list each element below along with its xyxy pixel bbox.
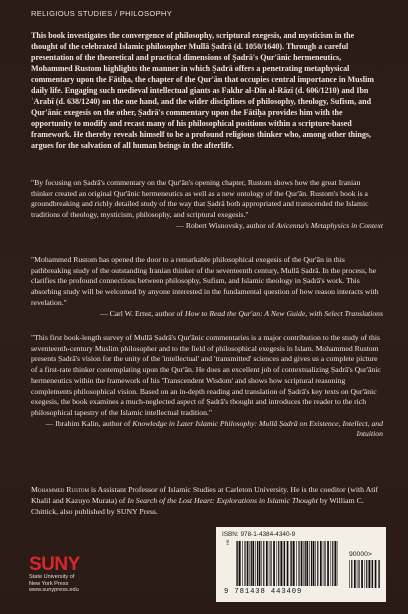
quote-work: How to Read the Qur'an: A New Guide, with Select Translations [184, 308, 383, 318]
barcode-bar [357, 560, 358, 588]
quote-attribution [31, 221, 383, 232]
barcode-bar [247, 541, 249, 586]
barcode-bar [293, 541, 295, 586]
quote-attribution [31, 419, 383, 440]
bio-book-title: In Search of the Lost Heart: Explorations in Islamic Thought [127, 495, 318, 505]
quote-author: — Robert Wisnovsky, author of [176, 220, 277, 230]
barcode-bar [372, 560, 373, 588]
suny-logo: SUNY [29, 554, 80, 575]
barcode-bar [361, 560, 363, 588]
barcode-bar [263, 541, 264, 586]
author-name: Mohammed Rustom [31, 485, 89, 494]
barcode-digits: 9 781438 443409 [224, 588, 303, 596]
endorsement-quote-2 [31, 255, 383, 319]
publisher-line-2: New York Press [29, 580, 69, 587]
barcode-bar [277, 541, 278, 586]
barcode-bar [257, 541, 258, 586]
barcode-bar [368, 560, 370, 588]
barcode-bar [349, 560, 350, 588]
isbn-label: ISBN: 978-1-4384-4340-9 [222, 531, 296, 538]
barcode-bar [252, 541, 254, 586]
barcode-bar [313, 541, 315, 586]
barcode-bar [237, 541, 238, 586]
bio-tail: by William C. Chittick, also published by SUNY Press. [31, 495, 364, 516]
quote-work: Knowledge in Later Islamic Philosophy: Mullā Ṣadrā on Existence, Intellect, and Intuition [132, 418, 383, 439]
bio-text: is Assistant Professor of Islamic Studies at Carleton University. He is the coeditor (with Atif Khalil and Kazuyo Murata) of [31, 485, 379, 505]
barcode-bar [331, 541, 332, 586]
barcode-bar [337, 541, 338, 586]
barcode-bar [291, 541, 292, 586]
endorsement-quote-1 [31, 178, 383, 232]
barcode-bar [239, 541, 241, 586]
barcode-bar [290, 541, 291, 586]
barcode-bar [269, 541, 270, 586]
barcode-bar [301, 541, 303, 586]
publisher-url[interactable]: www.sunypress.edu [29, 587, 79, 594]
barcode-bar [296, 541, 297, 586]
barcode-bar [236, 541, 237, 586]
quote-author: — Ibrahim Kalin, author of [45, 418, 133, 428]
barcode-bar [378, 560, 379, 588]
book-description: This book investigates the convergence of philosophy, scriptural exegesis, and mysticism in the thought of the celebrated Islamic philosopher Mullā Ṣadrā (d. 1050/1640). Through a careful presentation of the theoretical and practical dimensions of Ṣadrā's Qur'ānic hermeneutics, Mohammed Rustom highlights the manner in which Ṣadrā offers a penetrating metaphysical commentary upon the Fātiḥa, the chapter of the Qur'ān that occupies central importance in Muslim daily life. Engaging such medieval intellectual giants as Fakhr al-Dīn al-Rāzī (d. 606/1210) and Ibn ʿArabī (d. 638/1240) on the one hand, and the wider disciplines of philosophy, theology, Sufism, and Qur'ānic exegesis on the other, Ṣadrā's commentary upon the Fātiḥa provides him with the opportunity to modify and recast many of his philosophical positions within a scripture-based framework. He thereby reveals himself to be a profound religious thinker who, among other things, argues for the salvation of all human beings in the afterlife. [31, 31, 374, 150]
barcode-bar [283, 541, 284, 586]
barcode-bar [375, 560, 377, 588]
barcode-bar [324, 541, 325, 586]
barcode-bar [351, 560, 352, 588]
quote-text: "By focusing on Ṣadrā's commentary on the Qur'ān's opening chapter, Rustom shows how the great Iranian thinker created an original Qur'ānic hermeneutics as well as a new ontology of the Qur'ān. Rustom's book is a groundbreaking and richly detailed study of the way that Ṣadrā both appropriated and transcended the Islamic traditions of theology, mysticism, philosophy, and scriptural exegesis." [31, 178, 369, 220]
barcode-bar [266, 541, 268, 586]
endorsement-quote-3 [31, 333, 383, 440]
quote-text: "This first book-length survey of Mullā Ṣadrā's Qur'ānic commentaries is a major contribution to the study of this seventeenth-century Muslim philosopher and to the field of philosophical exegesis in Islam. Mohammed Rustom presents Ṣadrā's vision for the unity of the 'intellectual' and 'transmitted' sciences and gives us a complete picture of a first-rate thinker contemplating upon the Qur'ān. He does an excellent job of contextualizing Ṣadrā's Qur'ānic hermeneutics within the framework of his 'Transcendent Wisdom' and shows how scriptural reasoning complements philosophical vision. Based on an in-depth reading and translation of Ṣadrā's key texts on Qur'ānic exegesis, the book examines a much-neglected aspect of Ṣadrā's thought and introduces the reader to the rich philosophical tapestry of the Islamic intellectual tradition." [31, 333, 381, 417]
barcode-bar [323, 541, 324, 586]
barcode-bar [270, 541, 271, 586]
barcode-bar [305, 541, 306, 586]
barcode-bar [259, 541, 261, 586]
author-bio [31, 485, 383, 517]
barcode-bar [379, 560, 380, 588]
quote-author: — Carl W. Ernst, author of [99, 308, 185, 318]
barcode-bar [280, 541, 282, 586]
quote-attribution [31, 309, 383, 320]
barcode-bar [261, 541, 262, 586]
barcode-main [236, 541, 338, 586]
barcode-bar [327, 541, 329, 586]
barcode-bar [354, 560, 356, 588]
barcode-bar [371, 560, 372, 588]
barcode-bar [358, 560, 359, 588]
barcode-bar [255, 541, 256, 586]
category-label: RELIGIOUS STUDIES / PHILOSOPHY [31, 9, 173, 18]
barcode-bar [332, 541, 333, 586]
quote-text: "Mohammed Rustom has opened the door to a remarkable philosophical exegesis of the Qur'ān in this pathbreaking study of the outstanding Iranian thinker of the seventeenth century, Mullā Ṣadrā. In the process, he clarifies the profound connections between philosophy, Sufism, and Islamic theology in Ṣadrā's work. This absorbing study will be welcomed by anyone interested in the fundamental question of how reason interacts with revelation." [31, 255, 379, 307]
barcode-bar [365, 560, 366, 588]
publisher-line-1: State University of [29, 574, 75, 580]
barcode-bar [242, 541, 243, 586]
barcode-bar [311, 541, 312, 586]
barcode-bar [334, 541, 336, 586]
binding-label: HB [225, 539, 230, 545]
barcode-bar [287, 541, 289, 586]
barcode-bar [304, 541, 305, 586]
barcode-bar [309, 541, 310, 586]
barcode-bar [317, 541, 318, 586]
barcode-bar [366, 560, 367, 588]
barcode-bar [250, 541, 251, 586]
barcode-bar [251, 541, 252, 586]
publisher-block [29, 556, 149, 606]
barcode-panel [216, 527, 386, 602]
barcode-bar [315, 541, 316, 586]
barcode-bar [273, 541, 275, 586]
barcode-bar [306, 541, 308, 586]
barcode-bar [278, 541, 279, 586]
quote-work: Avicenna's Metaphysics in Context [276, 220, 383, 230]
price-code: 90000> [349, 551, 372, 558]
barcode-bar [320, 541, 322, 586]
barcode-bar [298, 541, 299, 586]
barcode-price [349, 560, 380, 588]
barcode-bar [244, 541, 245, 586]
barcode-bar [284, 541, 285, 586]
